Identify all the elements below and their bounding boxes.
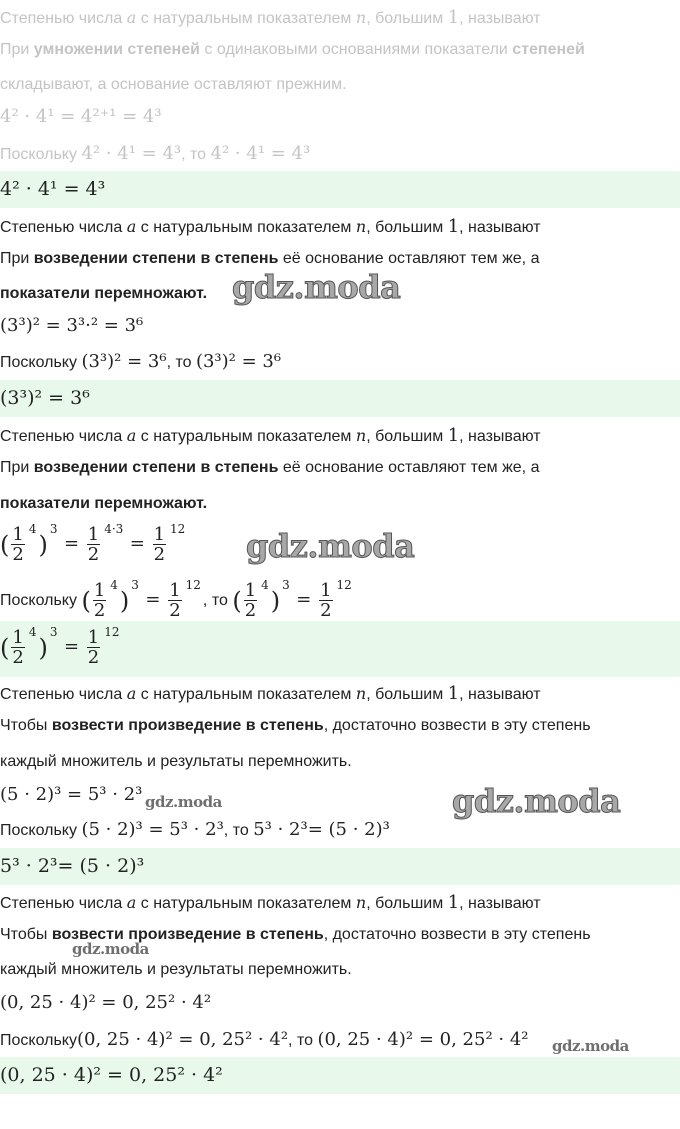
rule-text: При возведении степени в степень её основание оставляют тем же, а (0, 459, 540, 476)
answer-equation: (0, 25 · 4)² = 0, 25² · 4² (0, 1064, 223, 1086)
answer-equation: (3³)² = 3⁶ (0, 387, 90, 409)
answer-highlight (0, 848, 680, 885)
rule-text: При возведении степени в степень её основание оставляют тем же, а (0, 250, 540, 267)
rule-text: Чтобы возвести произведение в степень, достаточно возвести в эту степень (0, 717, 591, 734)
answer-equation: 5³ · 2³= (5 · 2)³ (0, 855, 145, 877)
equation-step: 4² · 4¹ = 4²⁺¹ = 4³ (0, 106, 162, 127)
since-line: Поскольку (3³)² = 3⁶, то (3³)² = 3⁶ (0, 351, 282, 372)
answer-highlight (0, 621, 680, 677)
watermark-small: gdz.moda (145, 793, 222, 811)
answer-equation: ( $\frac{1}{2}$ $^4$)$^3$ = $\frac{1}{2}$ $^{12}$ (0, 625, 120, 669)
fraction: $\frac{1}{2}$ (87, 524, 100, 566)
watermark-small: gdz.moda (72, 940, 149, 958)
equation-step: (3³)² = 3³·² = 3⁶ (0, 315, 144, 336)
since-line: Поскольку(0, 25 · 4)² = 0, 25² · 4², то (0, 25 · 4)² = 0, 25² · 4² (0, 1029, 529, 1050)
definition-line: Степенью числа a с натуральным показателем n, большим 1, называют (0, 892, 541, 913)
rule-text: При умножении степеней с одинаковыми основаниями показатели степеней (0, 41, 585, 58)
equation-step: (0, 25 · 4)² = 0, 25² · 4² (0, 992, 212, 1013)
equation-step: (5 · 2)³ = 5³ · 2³ (0, 784, 143, 805)
answer-equation: 4² · 4¹ = 4³ (0, 178, 106, 200)
watermark-small: gdz.moda (552, 1037, 629, 1055)
since-line: Поскольку (5 · 2)³ = 5³ · 2³, то 5³ · 2³= (5 · 2)³ (0, 819, 390, 840)
equation-step: ( $\frac{1}{2}$ $^4$)$^3$ = $\frac{1}{2}$ $^{4\cdot 3}$ = $\frac{1}{2}$ $^{12}$ (0, 522, 186, 566)
answer-highlight (0, 380, 680, 417)
rule-text-line2: показатели перемножают. (0, 495, 208, 512)
answer-highlight (0, 171, 680, 208)
answer-highlight (0, 1057, 680, 1094)
since-line: Поскольку 4² · 4¹ = 4³, то 4² · 4¹ = 4³ (0, 143, 311, 164)
since-line: Поскольку ( $\frac{1}{2}$ $^4$)$^3$ = $\frac{1}{2}$ $^{12}$, то ( $\frac{1}{2}$ $^4$)$^3$ = $\frac{1}{2}$ $^{12}$ (0, 578, 352, 621)
watermark-logo: gdz.moda (232, 268, 401, 306)
rule-text-line2: каждый множитель и результаты перемножить. (0, 753, 352, 770)
rule-text: Чтобы возвести произведение в степень, достаточно возвести в эту степень (0, 926, 591, 943)
rule-text-line2: показатели перемножают. (0, 285, 208, 302)
definition-line: Степенью числа a с натуральным показателем n, большим 1, называют (0, 683, 541, 704)
rule-text-line2: каждый множитель и результаты перемножить. (0, 961, 352, 978)
fraction: $\frac{1}{2}$ (153, 524, 166, 566)
fraction: $\frac{1}{2}$ (12, 524, 24, 566)
definition-line: Степенью числа a с натуральным показателем n, большим 1, называют (0, 425, 541, 446)
definition-line: Степенью числа a с натуральным показателем n, большим 1, называют (0, 216, 541, 237)
definition-line: Степенью числа a с натуральным показателем n, большим 1, называют (0, 7, 541, 28)
watermark-logo: gdz.moda (452, 782, 621, 820)
watermark-logo: gdz.moda (246, 527, 415, 565)
rule-text-line2: складывают, а основание оставляют прежним. (0, 76, 347, 93)
